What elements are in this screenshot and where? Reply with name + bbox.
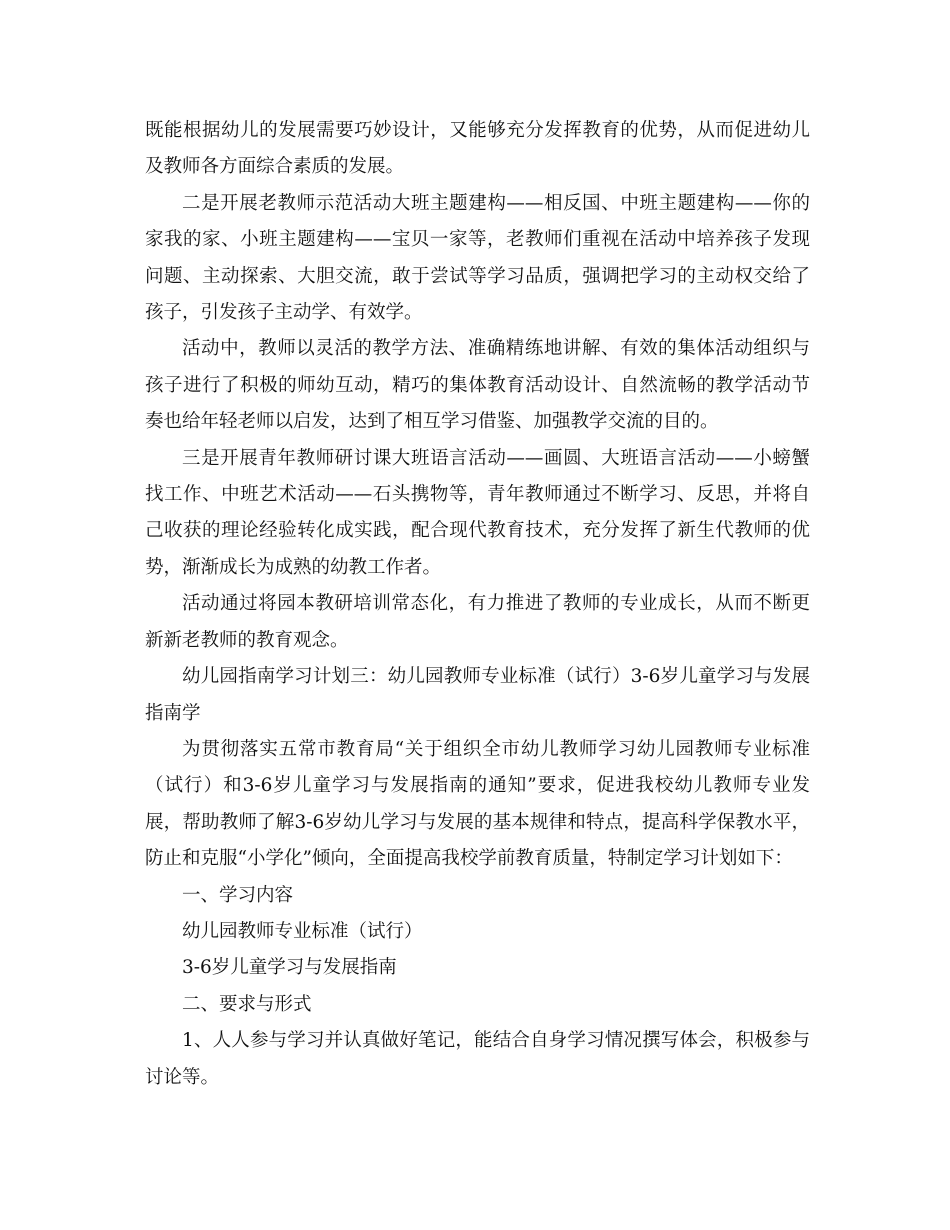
study-item-professional-standard: 幼儿园教师专业标准（试行） xyxy=(182,920,423,942)
paragraph-plan-purpose: 为贯彻落实五常市教育局“关于组织全市幼儿教师学习幼儿园教师专业标准（试行）和3-6岁儿童学习与发展指南的通知”要求，促进我校幼儿教师专业发展，帮助教师了解3-6岁幼儿学习与发展的基本规律和特点，提高科学保教水平，防止和克服“小学化”倾向，全面提高我校学前教育质量，特制定学习计划如下： xyxy=(145,738,810,870)
paragraph-plan-three-title: 幼儿园指南学习计划三：幼儿园教师专业标准（试行）3-6岁儿童学习与发展指南学 xyxy=(145,666,810,724)
section-heading-requirements: 二、要求与形式 xyxy=(182,993,312,1015)
paragraph-activity-interaction: 活动中，教师以灵活的教学方法、准确精练地讲解、有效的集体活动组织与孩子进行了积极的师幼互动，精巧的集体教育活动设计、自然流畅的教学活动节奏也给年轻老师以启发，达到了相互学习借鉴、加强教学交流的目的。 xyxy=(145,338,810,433)
paragraph-training-summary: 活动通过将园本教研培训常态化，有力推进了教师的专业成长，从而不断更新新老教师的教育观念。 xyxy=(145,593,810,651)
paragraph-senior-teacher-demo: 二是开展老教师示范活动大班主题建构——相反国、中班主题建构——你的家我的家、小班主题建构——宝贝一家等，老教师们重视在活动中培养孩子发现问题、主动探索、大胆交流，敢于尝试等学习品质，强调把学习的主动权交给了孩子，引发孩子主动学、有效学。 xyxy=(145,192,810,324)
requirement-item-1: 1、人人参与学习并认真做好笔记，能结合自身学习情况撰写体会，积极参与讨论等。 xyxy=(145,1030,810,1088)
paragraph-young-teacher-seminar: 三是开展青年教师研讨课大班语言活动——画圆、大班语言活动——小螃蟹找工作、中班艺术活动——石头携物等，青年教师通过不断学习、反思，并将自己收获的理论经验转化成实践，配合现代教育技术，充分发挥了新生代教师的优势，渐渐成长为成熟的幼教工作者。 xyxy=(145,447,810,578)
section-heading-study-content: 一、学习内容 xyxy=(182,884,294,906)
document-body xyxy=(145,113,810,1096)
study-item-development-guide: 3-6岁儿童学习与发展指南 xyxy=(182,957,397,979)
paragraph-continuation: 既能根据幼儿的发展需要巧妙设计，又能够充分发挥教育的优势，从而促进幼儿及教师各方面综合素质的发展。 xyxy=(145,120,810,178)
